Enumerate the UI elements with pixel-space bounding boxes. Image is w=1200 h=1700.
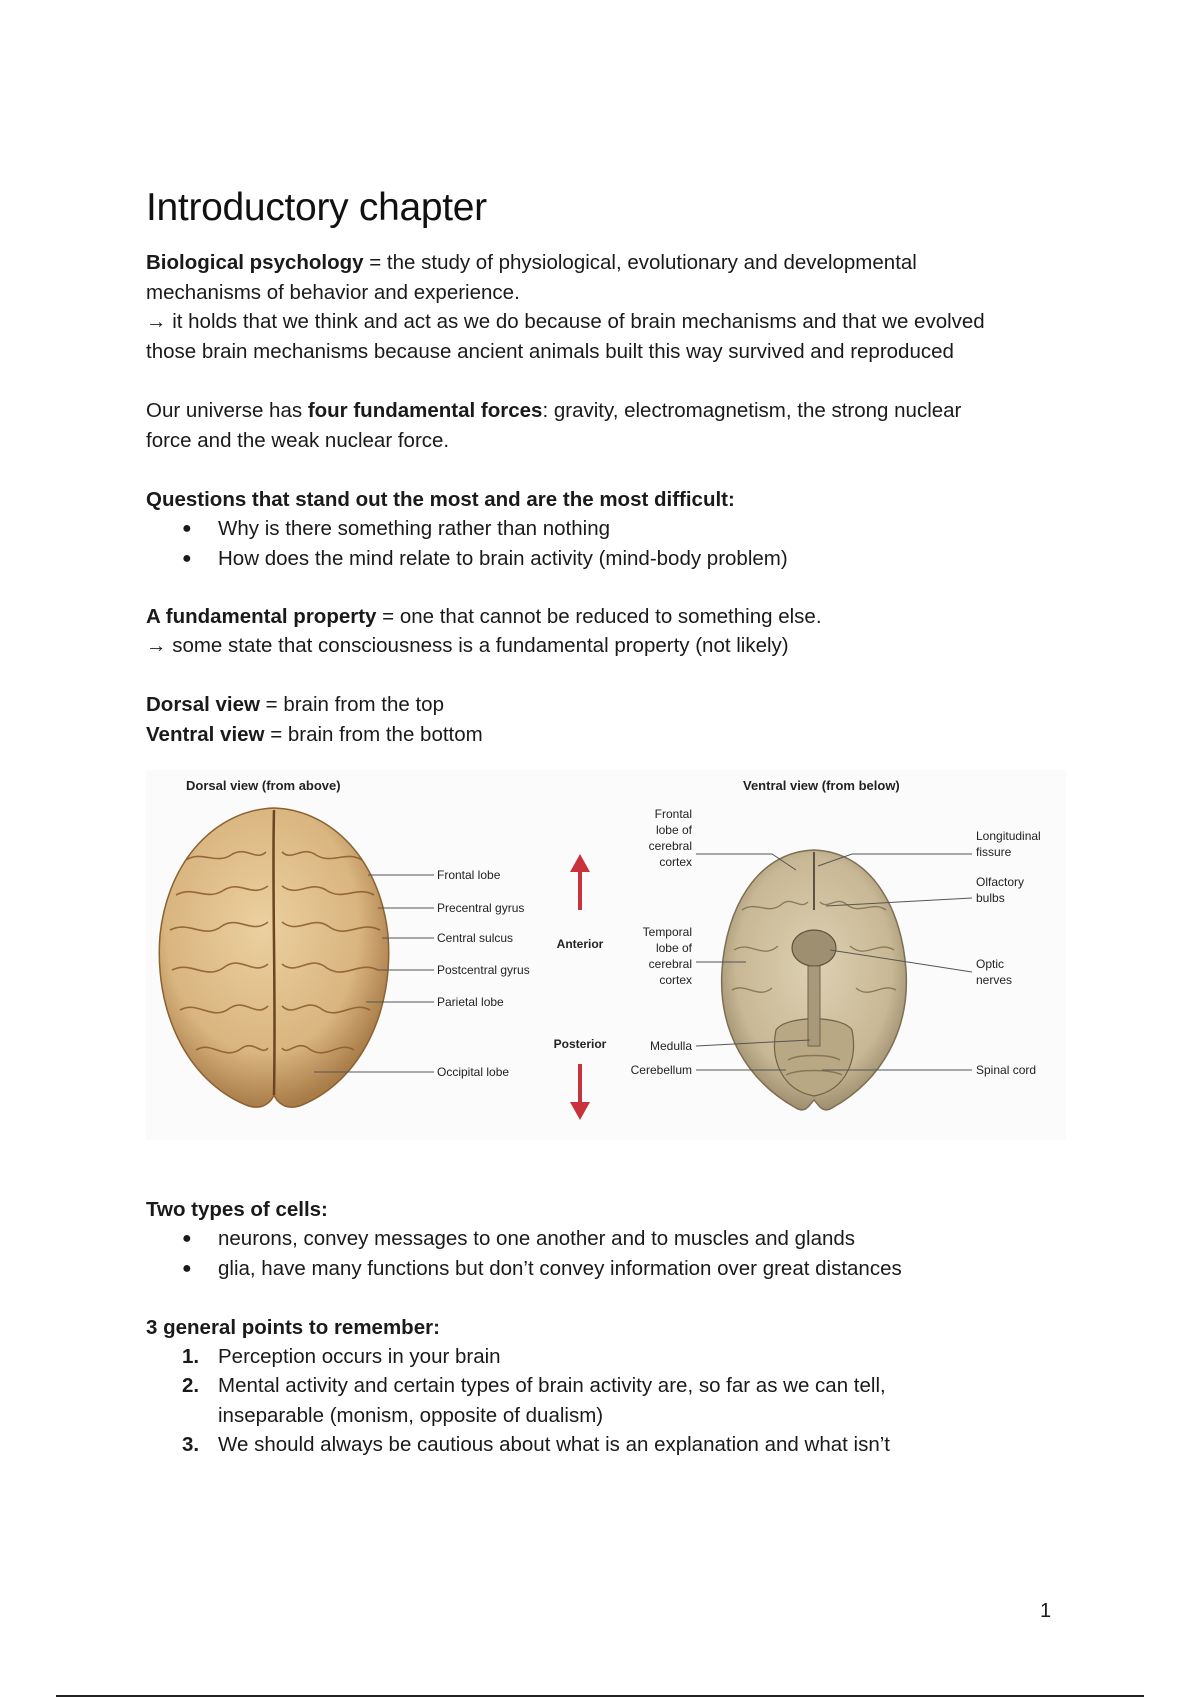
label-medulla: Medulla xyxy=(649,1039,692,1053)
list-item: 2. Mental activity and certain types of brain activity are, so far as we can tell, inseparable (monism, opposite of dualism) xyxy=(182,1374,886,1427)
svg-text:nerves: nerves xyxy=(976,973,1013,987)
dorsal-labels xyxy=(437,868,530,1079)
svg-text:cortex: cortex xyxy=(659,855,692,869)
svg-text:Optic: Optic xyxy=(976,957,1005,971)
svg-text:fissure: fissure xyxy=(976,845,1012,859)
bio-psych-line-1: Biological psychology = the study of physiological, evolutionary and developmental xyxy=(146,251,917,274)
label-parietal-lobe: Parietal lobe xyxy=(437,995,504,1009)
svg-text:Frontal: Frontal xyxy=(654,807,692,821)
forces-line-1: Our universe has four fundamental forces: gravity, electromagnetism, the strong nuclear xyxy=(146,399,962,422)
list-item: 3. We should always be cautious about what is an explanation and what isn’t xyxy=(182,1433,890,1456)
posterior-arrow-icon xyxy=(570,1064,590,1120)
label-occipital-lobe: Occipital lobe xyxy=(437,1065,510,1079)
svg-text:Olfactory: Olfactory xyxy=(976,875,1025,889)
label-frontal-lobe: Frontal lobe xyxy=(437,868,501,882)
bullet-icon: ● xyxy=(182,1230,192,1247)
cells-heading: Two types of cells: xyxy=(146,1198,328,1221)
svg-text:lobe of: lobe of xyxy=(655,941,692,955)
bullet-icon: ● xyxy=(182,550,192,567)
label-spinal-cord: Spinal cord xyxy=(976,1063,1037,1077)
bio-psych-term: Biological psychology xyxy=(146,251,364,274)
brain-figure xyxy=(146,770,1066,1140)
bio-psych-line-2: mechanisms of behavior and experience. xyxy=(146,281,520,304)
ventral-left-labels xyxy=(631,807,693,1077)
page-title: Introductory chapter xyxy=(146,186,487,229)
anterior-label: Anterior xyxy=(556,937,604,951)
fundamental-property-term: A fundamental property xyxy=(146,605,377,628)
label-central-sulcus: Central sulcus xyxy=(437,931,514,945)
posterior-label: Posterior xyxy=(553,1037,607,1051)
svg-text:Temporal: Temporal xyxy=(642,925,692,939)
points-heading: 3 general points to remember: xyxy=(146,1316,440,1339)
list-item: ● Why is there something rather than nothing xyxy=(146,514,1046,544)
ventral-right-labels xyxy=(976,829,1041,1077)
svg-text:lobe of: lobe of xyxy=(655,823,692,837)
page-divider xyxy=(56,1695,1144,1697)
forces-line-2: force and the weak nuclear force. xyxy=(146,429,450,452)
label-postcentral-gyrus: Postcentral gyrus xyxy=(437,963,530,977)
label-precentral-gyrus: Precentral gyrus xyxy=(437,901,525,915)
questions-heading: Questions that stand out the most and are the most difficult: xyxy=(146,488,735,511)
dorsal-title: Dorsal view (from above) xyxy=(186,778,341,793)
anterior-arrow-icon xyxy=(570,854,590,910)
list-item: ● glia, have many functions but don’t convey information over great distances xyxy=(146,1254,1046,1284)
list-item: 1. Perception occurs in your brain xyxy=(182,1345,501,1368)
ventral-brain-image xyxy=(722,850,907,1110)
list-item: ● How does the mind relate to brain activity (mind-body problem) xyxy=(146,544,1046,574)
bio-psych-line-4: those brain mechanisms because ancient animals built this way survived and reproduced xyxy=(146,340,954,363)
fundamental-property-line-1: A fundamental property = one that cannot be reduced to something else. xyxy=(146,605,822,628)
fundamental-property-line-2: → some state that consciousness is a fundamental property (not likely) xyxy=(146,634,789,657)
bullet-icon: ● xyxy=(182,520,192,537)
svg-text:cortex: cortex xyxy=(659,973,692,987)
svg-text:cerebral: cerebral xyxy=(648,957,692,971)
list-item: ● neurons, convey messages to one another and to muscles and glands xyxy=(146,1224,1046,1254)
page-number: 1 xyxy=(1040,1600,1052,1622)
svg-text:cerebral: cerebral xyxy=(648,839,692,853)
bio-psych-line-3: → it holds that we think and act as we do because of brain mechanisms and that we evolved xyxy=(146,310,985,333)
bullet-icon: ● xyxy=(182,1260,192,1277)
ventral-view-definition: Ventral view = brain from the bottom xyxy=(146,723,483,746)
dorsal-brain-image xyxy=(159,808,388,1107)
svg-text:Longitudinal: Longitudinal xyxy=(976,829,1041,843)
label-cerebellum: Cerebellum xyxy=(630,1063,692,1077)
svg-text:bulbs: bulbs xyxy=(976,891,1005,905)
forces-term: four fundamental forces xyxy=(307,399,543,422)
dorsal-view-definition: Dorsal view = brain from the top xyxy=(146,693,444,716)
ventral-title: Ventral view (from below) xyxy=(743,778,900,793)
brain-diagram xyxy=(146,770,1066,1140)
